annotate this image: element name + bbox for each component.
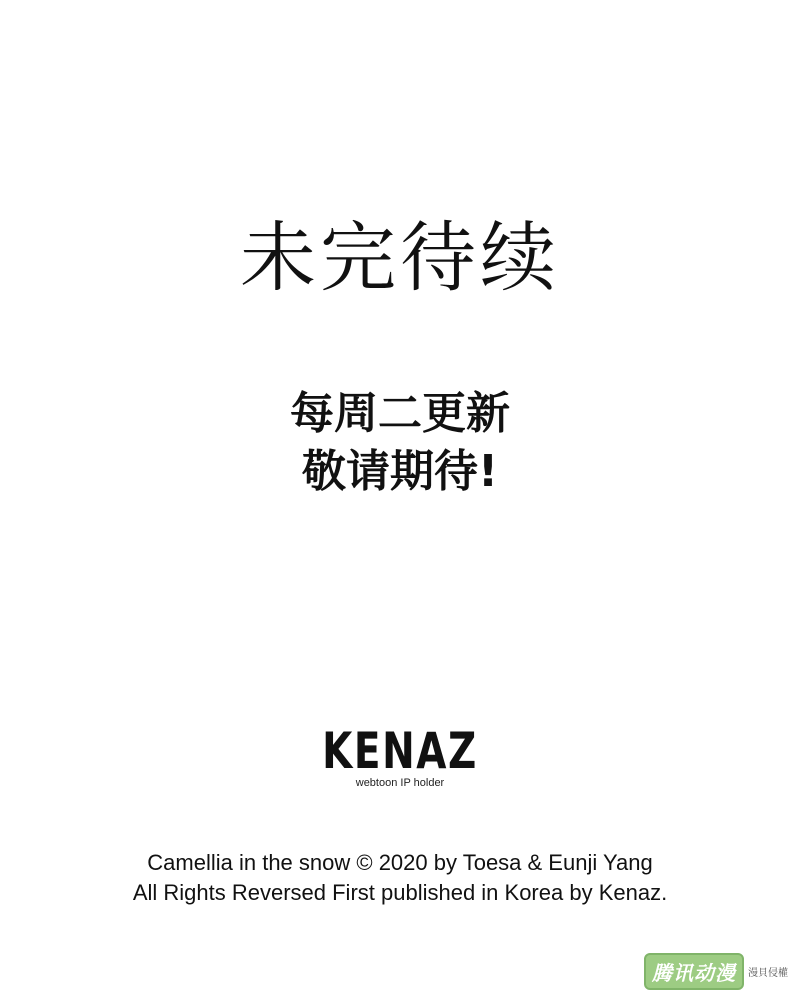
logo-tagline: webtoon IP holder: [355, 777, 445, 789]
stay-tuned-line: 敬请期待!: [301, 446, 499, 497]
copyright-line: Camellia in the snow © 2020 by Toesa & Eunji Yang: [147, 850, 653, 875]
kenaz-logo: KENAZ: [322, 722, 478, 780]
update-schedule-line: 每周二更新: [290, 388, 510, 439]
to-be-continued-heading: 未完待续: [240, 213, 560, 302]
update-schedule: [0, 385, 800, 501]
watermark-subtext: 漫貝侵權: [748, 968, 788, 979]
watermark-logo: 腾讯动漫: [644, 953, 744, 990]
rights-line: All Rights Reversed First published in Korea by Kenaz.: [132, 880, 668, 905]
site-watermark: [644, 953, 788, 990]
copyright-notice: [0, 848, 800, 908]
